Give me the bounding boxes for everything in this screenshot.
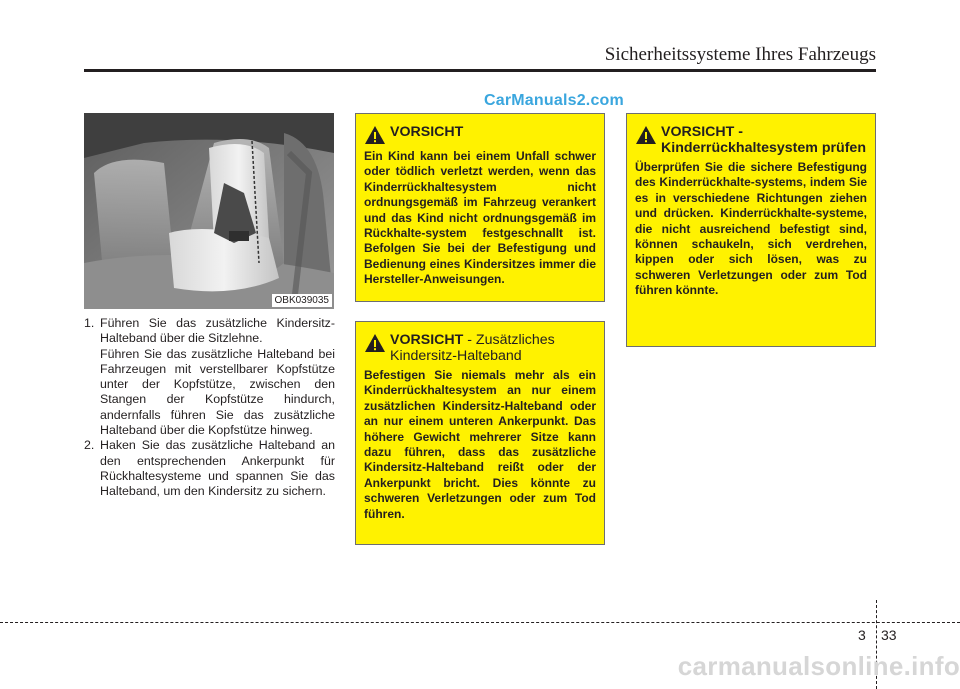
warning-text: Ein Kind kann bei einem Unfall schwer oder tödlich verletzt werden, wenn das Kinderrückhaltesystem nicht ordnungsgemäß im Fahrzeug verankert und das Kind nicht ordnungsgemäß im Rückhalte-system festgeschnallt ist. Befolgen Sie bei der Befestigung und Bedienung eines Kindersitzes immer die Hersteller-Anweisungen.: [364, 149, 596, 287]
page-number: 33: [881, 627, 897, 643]
warning-triangle-icon: [635, 125, 657, 145]
warning-text: Überprüfen Sie die sichere Befestigung des Kinderrückhalte-systems, indem Sie es in verschiedene Richtungen ziehen und drücken. Kinderrückhalte-systeme, die nicht ausreichend befestigt sind, können schaukeln, sich verdrehen, kippen oder sich lösen, was zu schweren Verletzungen oder zum Tod führen könnte.: [635, 160, 867, 298]
step-number: 1.: [84, 316, 95, 330]
warning-box-check-restraint: [626, 113, 876, 347]
step-item: [84, 438, 335, 499]
warning-triangle-icon: [364, 333, 386, 353]
warning-text: Befestigen Sie niemals mehr als ein Kinderrückhaltesystem an nur einem zusätzlichen Kindersitz-Halteband oder an nur einem unteren Ankerpunkt. Das höhere Gewicht mehrerer Sitze kann dazu führen, dass das zusätzliche Kindersitz-Halteband reißt oder der Ankerpunkt bricht. Dies könnte zu schweren Verletzungen oder zum Tod führen.: [364, 368, 596, 521]
warning-title: [390, 332, 596, 364]
chapter-number: 3: [858, 627, 866, 643]
header-rule: [84, 69, 876, 72]
watermark-top: CarManuals2.com: [484, 92, 624, 109]
child-seat-photo: [84, 113, 334, 309]
page-header-title: Sicherheitssysteme Ihres Fahrzeugs: [604, 44, 876, 65]
step-paragraph: Führen Sie das zusätzliche Kindersitz-Halteband über die Sitzlehne.: [100, 316, 335, 346]
warning-title-text: VORSICHT: [390, 124, 464, 140]
warning-subtitle: - Kinderrückhaltesystem prüfen: [661, 124, 866, 156]
warning-box-tether-strap: [355, 321, 605, 545]
warning-box-child-injury: [355, 113, 605, 302]
step-paragraph: Führen Sie das zusätzliche Halteband bei Fahrzeugen mit verstellbarer Kopfstütze unter der Kopfstütze, zwischen den Stangen der Kopfstütze hindurch, andernfalls führen Sie das zusätzliche Halteband über die Kopfstütze hinweg.: [100, 346, 335, 438]
step-item: [84, 316, 335, 438]
warning-subtitle: - Zusätzliches Kindersitz-Halteband: [390, 332, 555, 364]
step-paragraph: Haken Sie das zusätzliche Halteband an den entsprechenden Ankerpunkt für Rückhaltesysteme und spannen Sie das Halteband, um den Kindersitz zu sichern.: [100, 438, 335, 499]
warning-title-text: VORSICHT: [661, 124, 735, 140]
footer-dashed-rule: [0, 622, 960, 623]
warning-title-text: VORSICHT: [390, 332, 464, 348]
figure-code: OBK039035: [272, 294, 333, 307]
warning-title: [390, 124, 463, 140]
watermark-bottom: carmanualsonline.info: [677, 651, 960, 681]
child-seat-illustration: [84, 113, 334, 309]
instruction-steps: [84, 316, 335, 500]
step-number: 2.: [84, 438, 95, 453]
warning-triangle-icon: [364, 125, 386, 145]
warning-title: [661, 124, 867, 156]
